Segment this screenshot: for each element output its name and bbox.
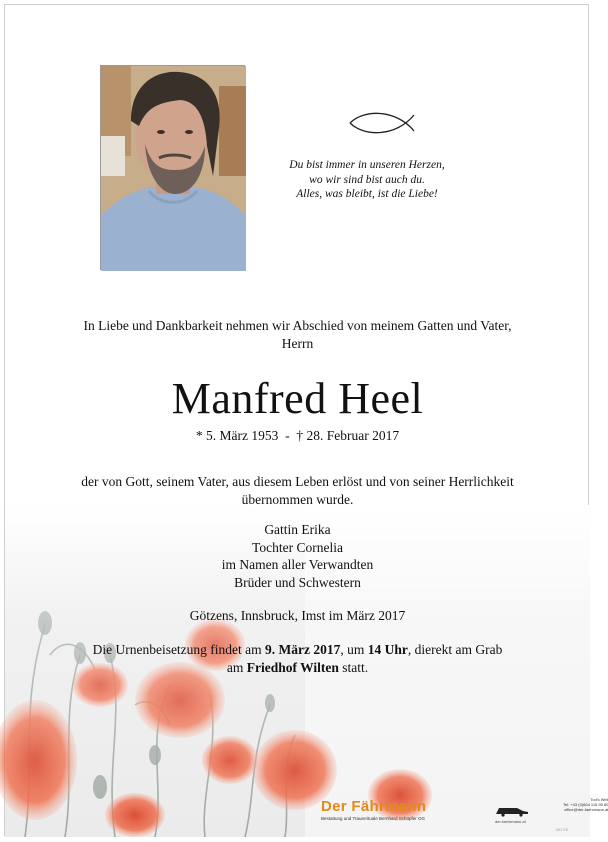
intro-text xyxy=(25,317,570,353)
funeral-suffix: , dierekt am Grab xyxy=(407,642,503,657)
quote-line-3: Alles, was bleibt, ist die Liebe! xyxy=(296,188,438,200)
mourners-list xyxy=(5,521,590,591)
place-and-date: Götzens, Innsbruck, Imst im März 2017 xyxy=(189,608,406,623)
quote-line-1: Du bist immer in unseren Herzen, xyxy=(289,159,445,171)
logo-subtitle: Bestattung und Trauerrituale Bernhard Schöpfer OG xyxy=(321,816,426,821)
intro-line-1: In Liebe und Dankbarkeit nehmen wir Abschied von meinem Gatten und Vater, xyxy=(83,318,512,333)
logo-contact xyxy=(563,797,608,812)
body-line-2: übernommen wurde. xyxy=(241,492,354,507)
mourner-line: Brüder und Schwestern xyxy=(234,574,361,590)
life-dates xyxy=(5,427,590,445)
body-line-1: der von Gott, seinem Vater, aus diesem Leben erlöst und von seiner Herrlichkeit xyxy=(81,474,514,489)
quote-line-2: wo wir sind bist auch du. xyxy=(309,173,425,186)
death-symbol: † xyxy=(296,428,304,443)
funeral-location: Friedhof Wilten xyxy=(246,660,339,675)
hearse-icon xyxy=(495,805,529,817)
birth-date: 5. März 1953 xyxy=(206,428,279,443)
logo-name: Der Fährmann xyxy=(321,798,427,815)
funeral-date: 9. März 2017 xyxy=(265,642,341,657)
deceased-name: Manfred Heel xyxy=(171,374,424,423)
logo-email: office@der-faehrmann.at xyxy=(564,807,608,812)
mourner-line: Gattin Erika xyxy=(264,522,331,537)
funeral-mid: , um xyxy=(340,642,368,657)
funeral-prefix: Die Urnenbeisetzung findet am xyxy=(92,642,266,657)
parte-card xyxy=(4,4,608,836)
funeral-location-suffix: statt. xyxy=(338,660,369,675)
funeral-location-prefix: am xyxy=(226,660,247,675)
body-text xyxy=(30,473,565,509)
mourner-line: Tochter Cornelia xyxy=(252,539,343,555)
fish-icon xyxy=(348,111,420,135)
funeral-line-1 xyxy=(5,641,590,659)
portrait-photo xyxy=(100,65,245,270)
footer-code: 2017/0 xyxy=(555,827,568,832)
funeral-details xyxy=(5,641,590,677)
intro-line-2: Herrn xyxy=(281,336,314,351)
funeral-home-logo xyxy=(317,795,608,835)
death-date: 28. Februar 2017 xyxy=(306,428,400,443)
birth-symbol: * xyxy=(195,428,203,443)
mourner-line: im Namen aller Verwandten xyxy=(221,557,374,572)
logo-website: der-faehrmann.at xyxy=(495,819,526,824)
logo-corner-text: Tod's Weil xyxy=(590,797,608,802)
logo-phone: Tel: +43 (0)664 115 95 60 xyxy=(563,802,608,807)
memorial-quote xyxy=(267,158,467,202)
funeral-time: 14 Uhr xyxy=(367,642,408,657)
funeral-line-2 xyxy=(5,659,590,677)
date-separator: - xyxy=(285,428,290,443)
